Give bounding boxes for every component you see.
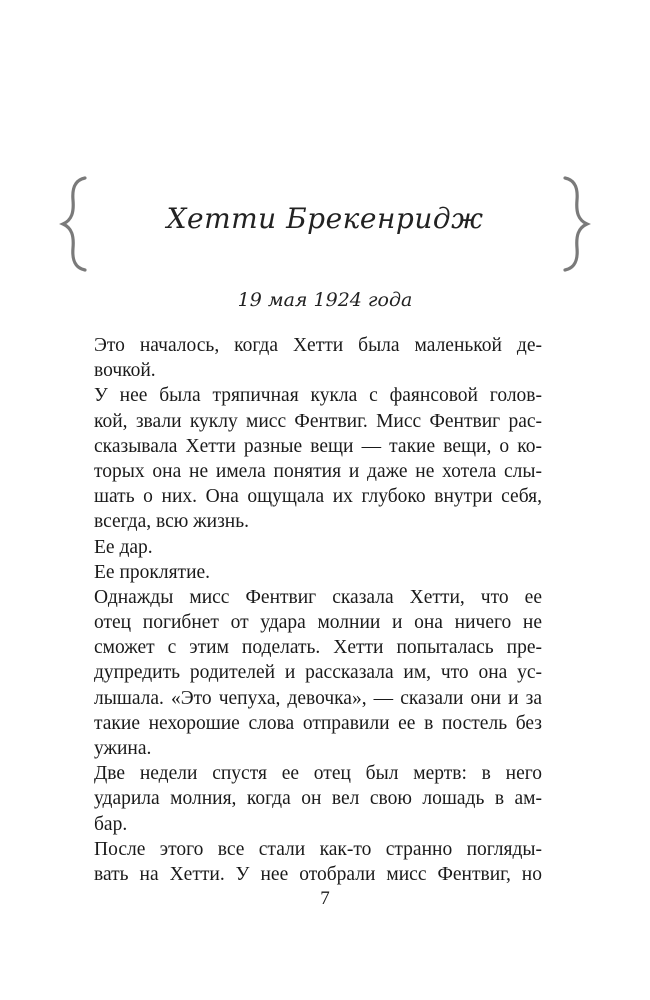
text-line: лышала. «Это чепуха, девочка», — сказали они и за	[94, 687, 542, 709]
text-line: бар.	[94, 813, 128, 835]
text-line: Ее дар.	[94, 536, 153, 558]
left-brace-ornament	[55, 174, 95, 274]
text-line: сможет с этим поделать. Хетти попыталась пре-	[94, 637, 542, 659]
text-line: После этого все стали как-то странно погляды-	[94, 838, 542, 860]
text-line: У нее была тряпичная кукла с фаянсовой голов-	[94, 385, 542, 407]
text-line: сказывала Хетти разные вещи — такие вещи, о ко-	[94, 435, 542, 457]
page-number: 7	[320, 888, 330, 909]
text-line: ужина.	[94, 738, 152, 759]
text-line: вать на Хетти. У нее отобрали мисс Фентвиг, но	[94, 863, 542, 885]
chapter-heading	[55, 170, 595, 290]
chapter-title: Хетти Брекенридж	[166, 202, 484, 235]
text-line: Однажды мисс Фентвиг сказала Хетти, что ее	[94, 586, 542, 608]
text-line: дупредить родителей и рассказала им, что она ус-	[94, 662, 542, 684]
text-line: отец погибнет от удара молнии и она ничего не	[94, 612, 542, 634]
chapter-body-text	[94, 333, 542, 887]
text-line: вочкой.	[94, 360, 156, 382]
text-line: Две недели спустя ее отец был мертв: в него	[94, 763, 542, 785]
text-line: шать о них. Она ощущала их глубоко внутри себя,	[94, 486, 542, 508]
text-line: такие нехорошие слова отправили ее в постель без	[94, 712, 542, 734]
text-line: кой, звали куклу мисс Фентвиг. Мисс Фентвиг рас-	[94, 410, 542, 432]
right-brace-ornament	[555, 174, 595, 274]
text-line: Ее проклятие.	[94, 561, 211, 583]
text-line: Это началось, когда Хетти была маленькой де-	[94, 335, 542, 356]
chapter-date: 19 мая 1924 года	[237, 289, 413, 311]
text-line: ударила молния, когда он вел свою лошадь в ам-	[94, 788, 542, 810]
text-line: торых она не имела понятия и даже не хотела слы-	[94, 460, 542, 482]
text-line: всегда, всю жизнь.	[94, 511, 250, 533]
